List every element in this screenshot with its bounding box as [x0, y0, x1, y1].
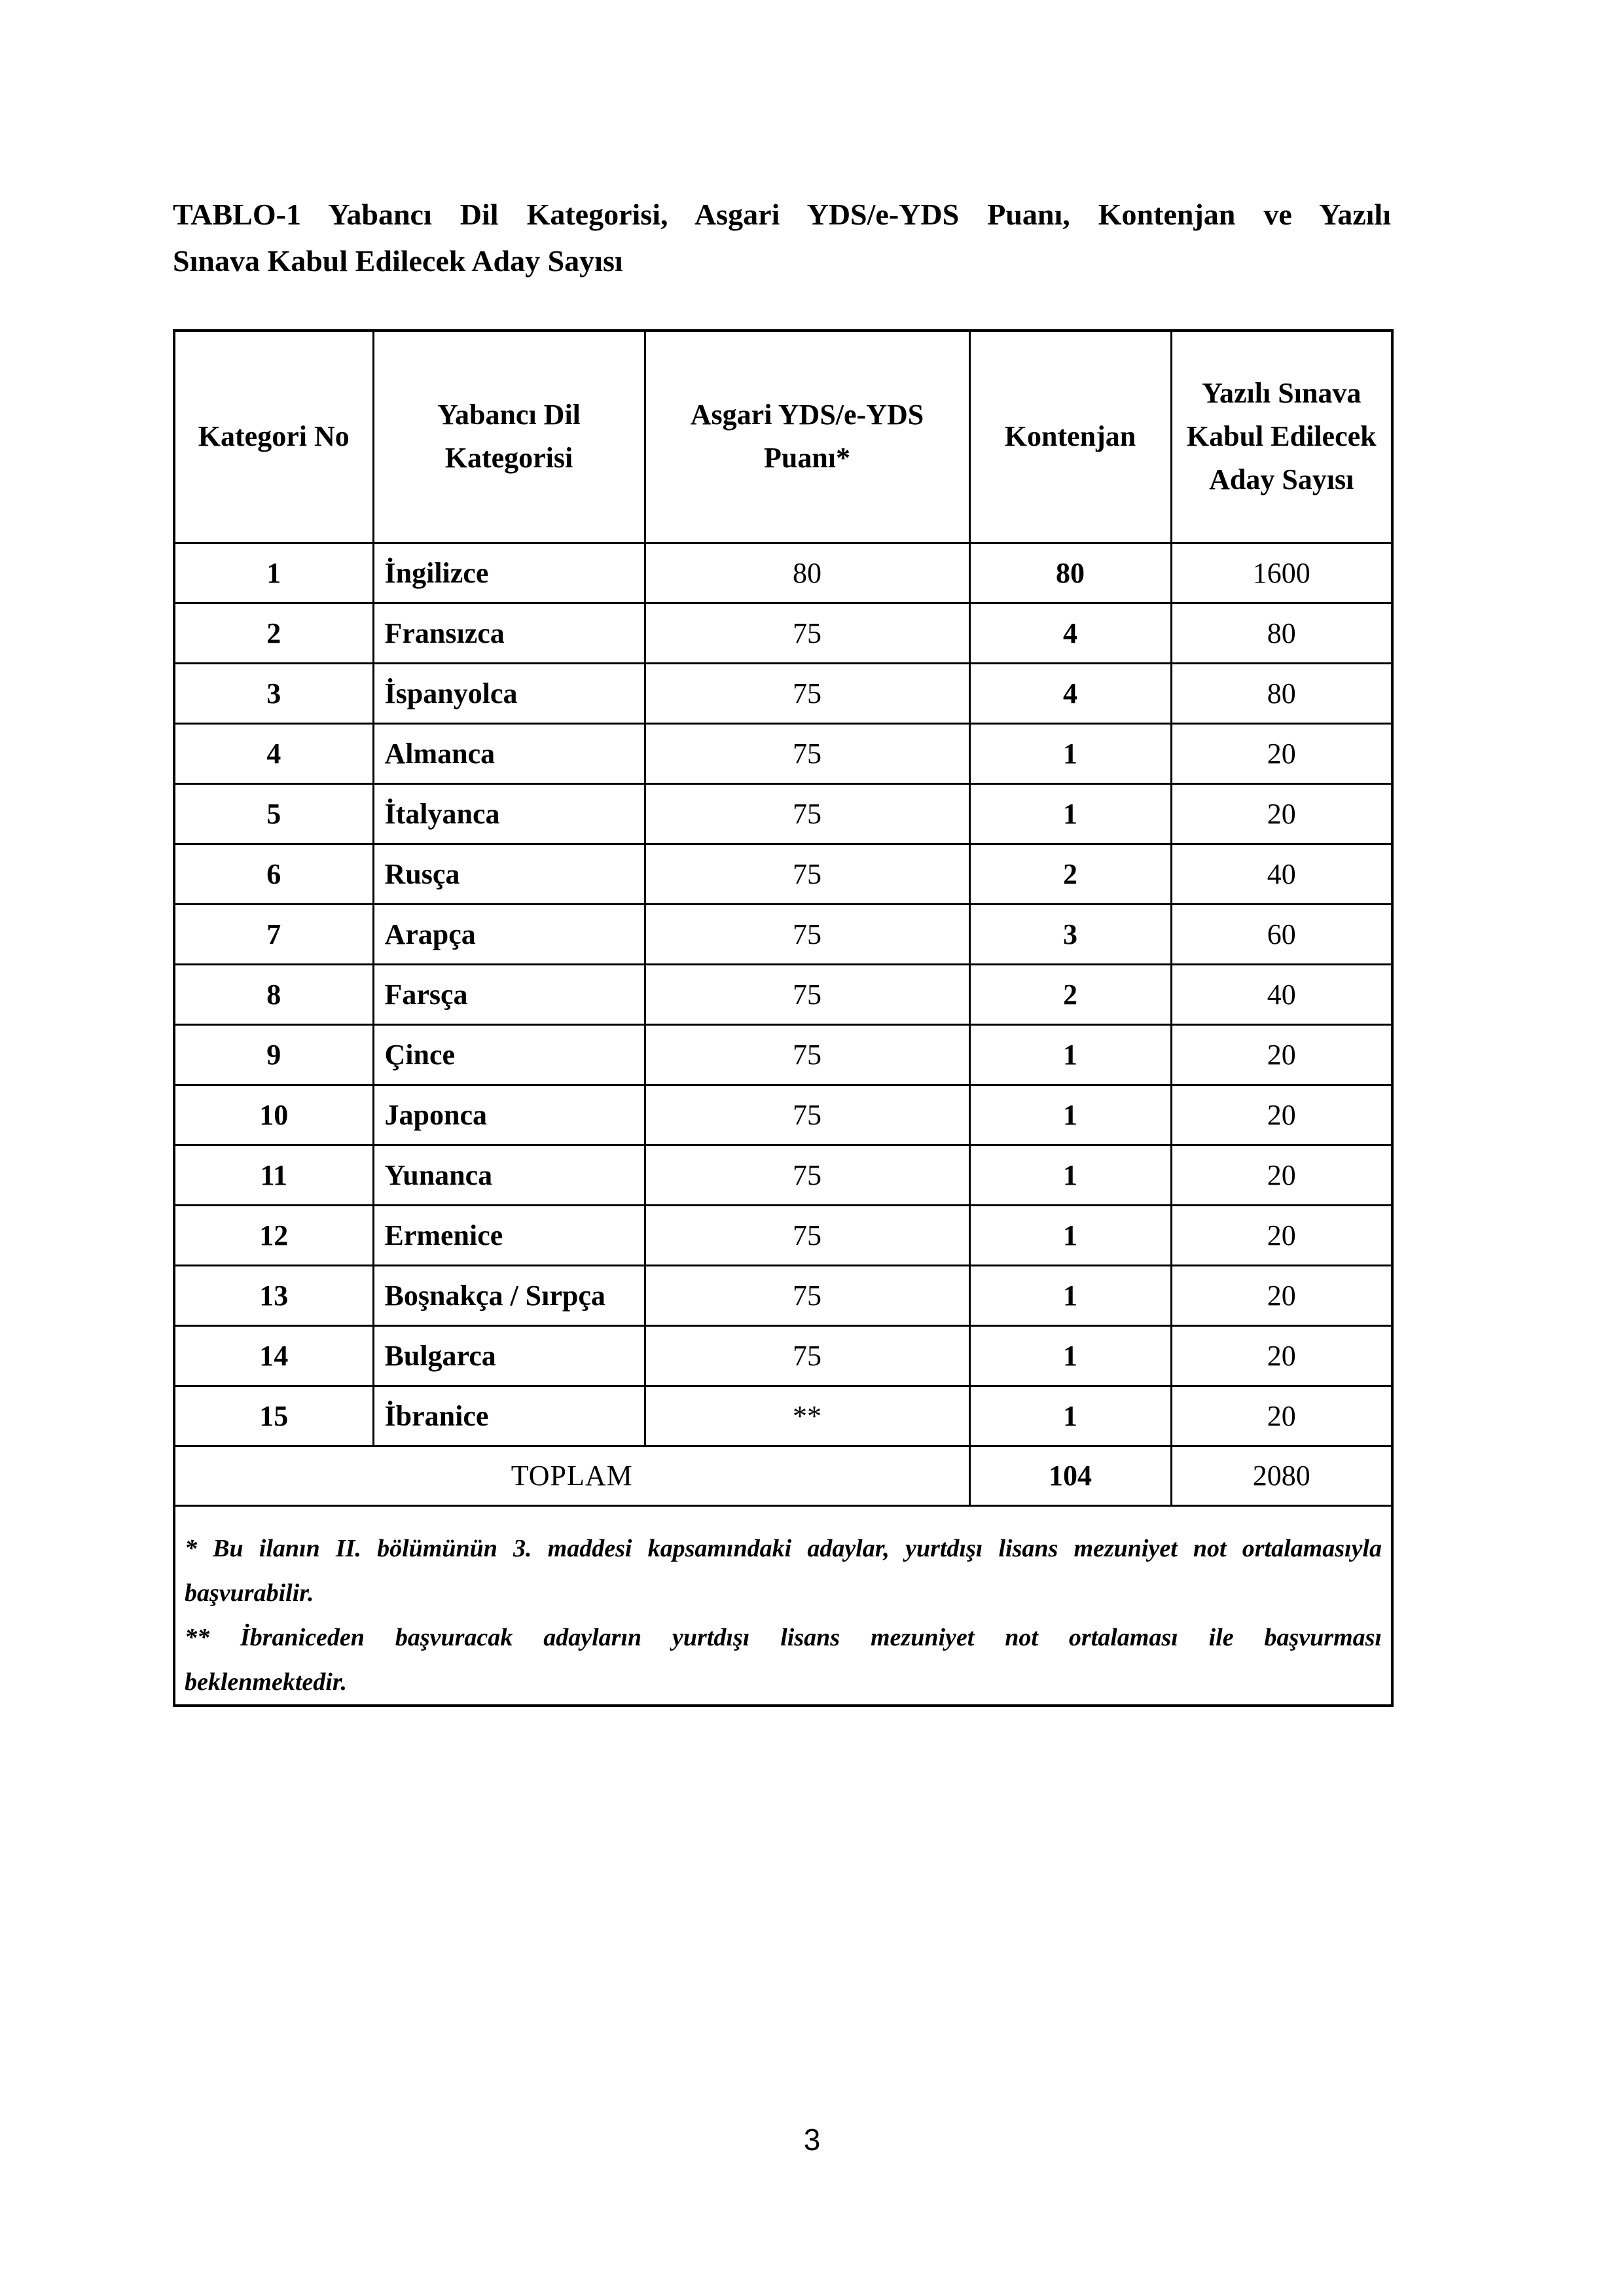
- header-kontenjan: Kontenjan: [969, 331, 1171, 543]
- table-row: [174, 1325, 1392, 1386]
- category-no-cell: 12: [174, 1205, 373, 1265]
- footnotes-row: [174, 1505, 1392, 1706]
- quota-cell: 1: [969, 1085, 1171, 1145]
- candidates-cell: 20: [1171, 1145, 1392, 1205]
- footnotes-cell: [174, 1505, 1392, 1706]
- min-score-cell: 75: [645, 603, 969, 663]
- footnote-1-line-1: * Bu ilanın II. bölümünün 3. maddesi kapsamındaki adaylar, yurtdışı lisans mezuniyet not ortalamasıyla: [185, 1534, 1382, 1562]
- table-row: [174, 783, 1392, 844]
- header-yazili-sinava: Yazılı Sınava Kabul Edilecek Aday Sayısı: [1171, 331, 1392, 543]
- language-cell: İspanyolca: [373, 663, 645, 723]
- quota-cell: 1: [969, 1325, 1171, 1386]
- quota-cell: 1: [969, 1386, 1171, 1446]
- header-yabanci-dil: Yabancı Dil Kategorisi: [373, 331, 645, 543]
- category-no-cell: 2: [174, 603, 373, 663]
- quota-cell: 2: [969, 964, 1171, 1024]
- category-no-cell: 11: [174, 1145, 373, 1205]
- table-row: [174, 844, 1392, 904]
- language-cell: Farsça: [373, 964, 645, 1024]
- min-score-cell: 75: [645, 964, 969, 1024]
- total-quota-cell: 104: [969, 1446, 1171, 1505]
- total-candidates-cell: 2080: [1171, 1446, 1392, 1505]
- category-no-cell: 13: [174, 1265, 373, 1325]
- total-label-cell: TOPLAM: [174, 1446, 969, 1505]
- candidates-cell: 20: [1171, 1325, 1392, 1386]
- min-score-cell: 75: [645, 904, 969, 964]
- language-cell: Bulgarca: [373, 1325, 645, 1386]
- language-cell: Boşnakça / Sırpça: [373, 1265, 645, 1325]
- min-score-cell: 80: [645, 543, 969, 603]
- min-score-cell: 75: [645, 1325, 969, 1386]
- table-row: [174, 1085, 1392, 1145]
- candidates-cell: 40: [1171, 844, 1392, 904]
- table-header-row: [174, 331, 1392, 543]
- table-row: [174, 1386, 1392, 1446]
- categories-table: [173, 329, 1394, 1707]
- candidates-cell: 80: [1171, 663, 1392, 723]
- category-no-cell: 10: [174, 1085, 373, 1145]
- language-cell: Japonca: [373, 1085, 645, 1145]
- table-header: [174, 331, 1392, 543]
- language-cell: Yunanca: [373, 1145, 645, 1205]
- category-no-cell: 9: [174, 1024, 373, 1085]
- footnote-1-line-2: başvurabilir.: [185, 1579, 314, 1607]
- min-score-cell: 75: [645, 1205, 969, 1265]
- quota-cell: 3: [969, 904, 1171, 964]
- candidates-cell: 20: [1171, 1085, 1392, 1145]
- min-score-cell: 75: [645, 844, 969, 904]
- quota-cell: 1: [969, 1265, 1171, 1325]
- category-no-cell: 5: [174, 783, 373, 844]
- category-no-cell: 6: [174, 844, 373, 904]
- quota-cell: 1: [969, 1024, 1171, 1085]
- candidates-cell: 80: [1171, 603, 1392, 663]
- category-no-cell: 8: [174, 964, 373, 1024]
- candidates-cell: 20: [1171, 1386, 1392, 1446]
- min-score-cell: **: [645, 1386, 969, 1446]
- language-cell: İbranice: [373, 1386, 645, 1446]
- table-footer: [174, 1446, 1392, 1706]
- footnote-2-line-2: beklenmektedir.: [185, 1668, 348, 1696]
- language-cell: Ermenice: [373, 1205, 645, 1265]
- candidates-cell: 60: [1171, 904, 1392, 964]
- table-title: [173, 191, 1391, 284]
- quota-cell: 4: [969, 663, 1171, 723]
- language-cell: Arapça: [373, 904, 645, 964]
- quota-cell: 80: [969, 543, 1171, 603]
- candidates-cell: 20: [1171, 723, 1392, 783]
- table-row: [174, 964, 1392, 1024]
- min-score-cell: 75: [645, 783, 969, 844]
- table-row: [174, 1265, 1392, 1325]
- table-row: [174, 663, 1392, 723]
- category-no-cell: 15: [174, 1386, 373, 1446]
- quota-cell: 1: [969, 783, 1171, 844]
- table-row: [174, 1145, 1392, 1205]
- header-asgari-puani: Asgari YDS/e-YDS Puanı*: [645, 331, 969, 543]
- page-number: 3: [803, 2123, 821, 2157]
- language-cell: İtalyanca: [373, 783, 645, 844]
- table-row: [174, 904, 1392, 964]
- min-score-cell: 75: [645, 1024, 969, 1085]
- language-cell: Çince: [373, 1024, 645, 1085]
- min-score-cell: 75: [645, 1085, 969, 1145]
- min-score-cell: 75: [645, 1265, 969, 1325]
- quota-cell: 1: [969, 723, 1171, 783]
- quota-cell: 1: [969, 1205, 1171, 1265]
- title-line-2: Sınava Kabul Edilecek Aday Sayısı: [173, 244, 623, 278]
- category-no-cell: 1: [174, 543, 373, 603]
- min-score-cell: 75: [645, 723, 969, 783]
- category-no-cell: 4: [174, 723, 373, 783]
- language-cell: İngilizce: [373, 543, 645, 603]
- min-score-cell: 75: [645, 1145, 969, 1205]
- table-row: [174, 723, 1392, 783]
- quota-cell: 2: [969, 844, 1171, 904]
- language-cell: Almanca: [373, 723, 645, 783]
- language-cell: Rusça: [373, 844, 645, 904]
- candidates-cell: 20: [1171, 1205, 1392, 1265]
- table-row: [174, 1024, 1392, 1085]
- title-line-1: TABLO-1 Yabancı Dil Kategorisi, Asgari YDS/e-YDS Puanı, Kontenjan ve Yazılı: [173, 198, 1391, 231]
- min-score-cell: 75: [645, 663, 969, 723]
- footnote-2-line-1: ** İbraniceden başvuracak adayların yurtdışı lisans mezuniyet not ortalaması ile başvurması: [185, 1623, 1382, 1651]
- quota-cell: 4: [969, 603, 1171, 663]
- candidates-cell: 20: [1171, 1265, 1392, 1325]
- header-kategori-no: Kategori No: [174, 331, 373, 543]
- category-no-cell: 3: [174, 663, 373, 723]
- table-row: [174, 543, 1392, 603]
- candidates-cell: 40: [1171, 964, 1392, 1024]
- category-no-cell: 7: [174, 904, 373, 964]
- candidates-cell: 1600: [1171, 543, 1392, 603]
- category-no-cell: 14: [174, 1325, 373, 1386]
- table-body: [174, 543, 1392, 1446]
- language-cell: Fransızca: [373, 603, 645, 663]
- total-row: [174, 1446, 1392, 1505]
- candidates-cell: 20: [1171, 1024, 1392, 1085]
- candidates-cell: 20: [1171, 783, 1392, 844]
- table-row: [174, 603, 1392, 663]
- table-row: [174, 1205, 1392, 1265]
- quota-cell: 1: [969, 1145, 1171, 1205]
